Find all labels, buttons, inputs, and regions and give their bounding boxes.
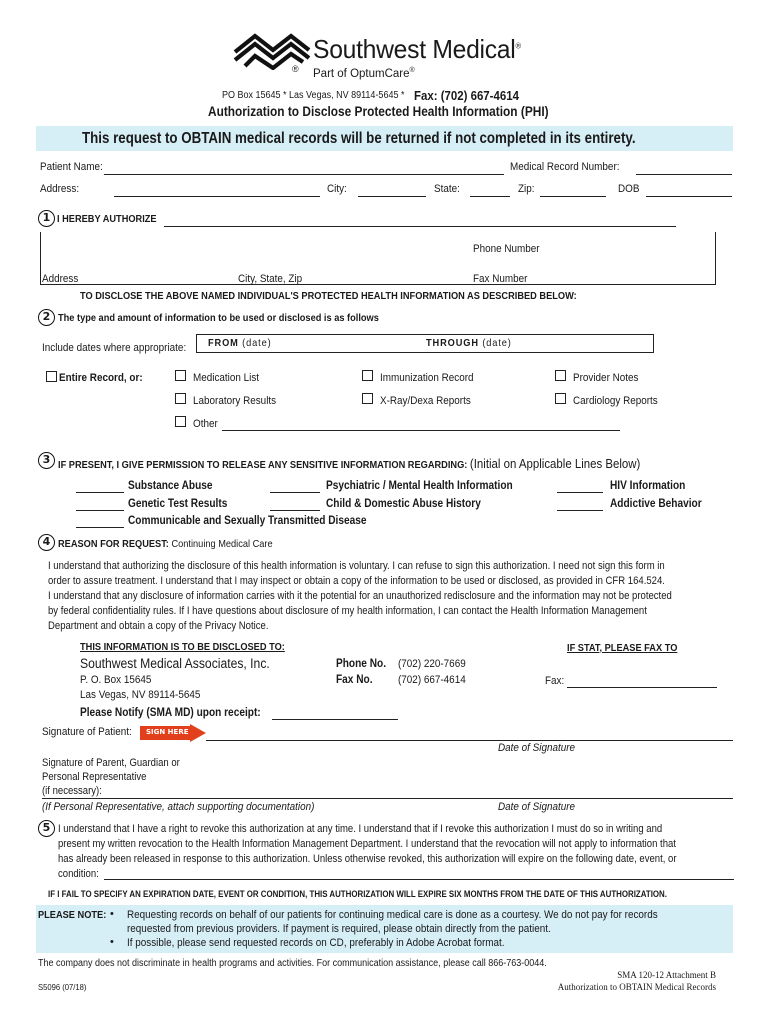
form-number: S5096 (07/18) xyxy=(38,982,87,992)
patient-name-field[interactable] xyxy=(104,174,504,175)
initial-addictive[interactable] xyxy=(557,510,603,511)
immunization-record-label: Immunization Record xyxy=(380,372,474,384)
instruction-banner-text: This request to OBTAIN medical records will be returned if not completed in its entirety. xyxy=(82,130,636,147)
entire-record-label: Entire Record, or: xyxy=(59,372,143,384)
disclose-statement: TO DISCLOSE THE ABOVE NAMED INDIVIDUAL'S PROTECTED HEALTH INFORMATION AS DESCRIBED BELOW: xyxy=(80,290,577,302)
revocation-paragraph: I understand that I have a right to revoke this authorization at any time. I understand that if I revoke this authorization I must do so in writing and present my written revocation to the Health Information Management Department. I understand that the revocation will not apply to information that has already been released in response to this authorization. Unless otherwise revoked, this authorization will expire on the following date, event, or condition: xyxy=(58,823,677,880)
zip-field[interactable] xyxy=(540,196,606,197)
logo-wordmark: Southwest Medical® xyxy=(313,34,521,64)
recipient-phone: (702) 220-7669 xyxy=(398,658,466,670)
please-note-bullet-2: If possible, please send requested records on CD, preferably in Adobe Acrobat format. xyxy=(127,937,505,949)
genetic-label: Genetic Test Results xyxy=(128,498,228,510)
dob-field[interactable] xyxy=(646,196,732,197)
entire-record-checkbox[interactable] xyxy=(46,371,57,382)
stat-fax-field-label: Fax: xyxy=(545,675,565,687)
recipient-org: Southwest Medical Associates, Inc. xyxy=(80,656,270,671)
from-label: FROM (date) xyxy=(208,337,272,349)
authorize-name-field[interactable] xyxy=(164,226,676,227)
patient-name-label: Patient Name: xyxy=(40,161,103,173)
initial-genetic[interactable] xyxy=(76,510,124,511)
header-address: PO Box 15645 * Las Vegas, NV 89114-5645 * xyxy=(222,90,405,101)
initial-communicable[interactable] xyxy=(76,527,124,528)
hiv-label: HIV Information xyxy=(610,480,686,492)
recipient-fax: (702) 667-4614 xyxy=(398,674,466,686)
other-field[interactable] xyxy=(222,430,620,431)
phone-number-label: Phone Number xyxy=(473,243,540,255)
other-checkbox[interactable] xyxy=(175,416,186,427)
zip-label: Zip: xyxy=(518,183,535,195)
mrn-field[interactable] xyxy=(636,174,732,175)
other-label: Other xyxy=(193,418,218,430)
substance-abuse-label: Substance Abuse xyxy=(128,480,213,492)
dob-label: DOB xyxy=(618,183,640,195)
section-2-number: 2 xyxy=(38,309,55,326)
cardiology-reports-label: Cardiology Reports xyxy=(573,395,658,407)
city-label: City: xyxy=(327,183,347,195)
section-1-title: I HEREBY AUTHORIZE xyxy=(57,213,157,225)
medication-list-label: Medication List xyxy=(193,372,260,384)
through-label: THROUGH (date) xyxy=(426,337,512,349)
section-2-title: The type and amount of information to be used or disclosed is as follows xyxy=(58,312,379,324)
laboratory-results-label: Laboratory Results xyxy=(193,395,277,407)
communicable-label: Communicable and Sexually Transmitted Disease xyxy=(128,515,367,527)
guardian-date-label: Date of Signature xyxy=(498,801,576,813)
section-4-title: REASON FOR REQUEST: Continuing Medical Care xyxy=(58,538,273,550)
initial-psychiatric[interactable] xyxy=(270,492,320,493)
please-note-bullet-1-cont: requested from previous providers. If payment is required, please obtain directly from the patient. xyxy=(127,923,551,935)
patient-signature-label: Signature of Patient: xyxy=(42,726,132,738)
sma-reference: SMA 120-12 Attachment B xyxy=(617,970,716,980)
fax-number-label: Fax Number xyxy=(473,273,528,285)
provider-notes-label: Provider Notes xyxy=(573,372,639,384)
laboratory-results-checkbox[interactable] xyxy=(175,393,186,404)
provider-address-label: Address xyxy=(42,273,79,285)
patient-signature-field[interactable] xyxy=(206,740,733,741)
immunization-record-checkbox[interactable] xyxy=(362,370,373,381)
bullet-2-icon: • xyxy=(110,936,114,948)
section-1-number: 1 xyxy=(38,210,55,227)
expiration-condition-field[interactable] xyxy=(104,879,734,880)
stat-fax-label: IF STAT, PLEASE FAX TO xyxy=(567,642,678,654)
southwest-medical-logo-icon xyxy=(233,30,311,70)
state-field[interactable] xyxy=(470,196,510,197)
nondiscrimination-statement: The company does not discriminate in health programs and activities. For communication assistance, please call 866-763-0044. xyxy=(38,958,547,969)
header-fax: Fax: (702) 667-4614 xyxy=(414,88,519,103)
cardiology-reports-checkbox[interactable] xyxy=(555,393,566,404)
guardian-signature-label: Signature of Parent, Guardian or Personal Representative (if necessary): xyxy=(42,757,180,797)
xray-dexa-checkbox[interactable] xyxy=(362,393,373,404)
authorize-details-box xyxy=(40,232,716,285)
notify-field[interactable] xyxy=(272,719,398,720)
section-4-number: 4 xyxy=(38,534,55,551)
state-label: State: xyxy=(434,183,460,195)
sma-reference-title: Authorization to OBTAIN Medical Records xyxy=(557,982,716,992)
initial-substance-abuse[interactable] xyxy=(76,492,124,493)
dates-label: Include dates where appropriate: xyxy=(42,342,187,354)
address-field[interactable] xyxy=(114,196,320,197)
please-note-bullet-1: Requesting records on behalf of our patients for continuing medical care is done as a courtesy. We do not pay for records xyxy=(127,909,658,921)
section-3-title: IF PRESENT, I GIVE PERMISSION TO RELEASE ANY SENSITIVE INFORMATION REGARDING: (Initial on Applicable Lines Below) xyxy=(58,456,641,471)
recipient-po-box: P. O. Box 15645 xyxy=(80,674,152,686)
representative-note: (If Personal Representative, attach supporting documentation) xyxy=(42,801,315,813)
disclose-to-label: THIS INFORMATION IS TO BE DISCLOSED TO: xyxy=(80,641,285,653)
please-note-label: PLEASE NOTE: xyxy=(38,909,107,921)
section-3-number: 3 xyxy=(38,452,55,469)
psychiatric-label: Psychiatric / Mental Health Information xyxy=(326,480,513,492)
sign-here-label: SIGN HERE xyxy=(146,728,189,736)
patient-date-label: Date of Signature xyxy=(498,742,576,754)
recipient-phone-label: Phone No. xyxy=(336,658,387,670)
medication-list-checkbox[interactable] xyxy=(175,370,186,381)
logo-registered-mark: ® xyxy=(292,64,299,74)
section-5-number: 5 xyxy=(38,820,55,837)
guardian-signature-field[interactable] xyxy=(42,798,733,799)
initial-child-abuse[interactable] xyxy=(270,510,320,511)
addictive-label: Addictive Behavior xyxy=(610,498,702,510)
address-label: Address: xyxy=(40,183,80,195)
bullet-1-icon: • xyxy=(110,908,114,920)
child-abuse-label: Child & Domestic Abuse History xyxy=(326,498,481,510)
recipient-city: Las Vegas, NV 89114-5645 xyxy=(80,689,201,701)
stat-fax-field[interactable] xyxy=(567,687,717,688)
notify-label: Please Notify (SMA MD) upon receipt: xyxy=(80,707,261,719)
city-field[interactable] xyxy=(358,196,426,197)
recipient-fax-label: Fax No. xyxy=(336,674,373,686)
expiry-statement: IF I FAIL TO SPECIFY AN EXPIRATION DATE, EVENT OR CONDITION, THIS AUTHORIZATION WILL EXPIRE SIX MONTHS FROM THE DATE OF THIS AUTHORIZATION. xyxy=(48,889,667,899)
logo-subtitle: Part of OptumCare® xyxy=(313,67,415,80)
voluntary-paragraph: I understand that authorizing the disclosure of this health information is voluntary. I can refuse to sign this authorization. I need not sign this form in order to assure treatment. I understand that I may inspect or obtain a copy of the information to be used or disclosed, as provided in CFR 164.524. I understand that any disclosure of information carries with it the potential for an unauthorized redisclosure and the information may not be protected by federal confidentiality rules. If I have questions about disclosure of my health information, I can contact the Health Information Management Department and obtain a copy of the Privacy Notice. xyxy=(48,560,672,632)
provider-notes-checkbox[interactable] xyxy=(555,370,566,381)
initial-hiv[interactable] xyxy=(557,492,603,493)
xray-dexa-label: X-Ray/Dexa Reports xyxy=(380,395,471,407)
provider-city-label: City, State, Zip xyxy=(238,273,303,285)
form-title: Authorization to Disclose Protected Health Information (PHI) xyxy=(208,104,549,119)
mrn-label: Medical Record Number: xyxy=(510,161,620,173)
